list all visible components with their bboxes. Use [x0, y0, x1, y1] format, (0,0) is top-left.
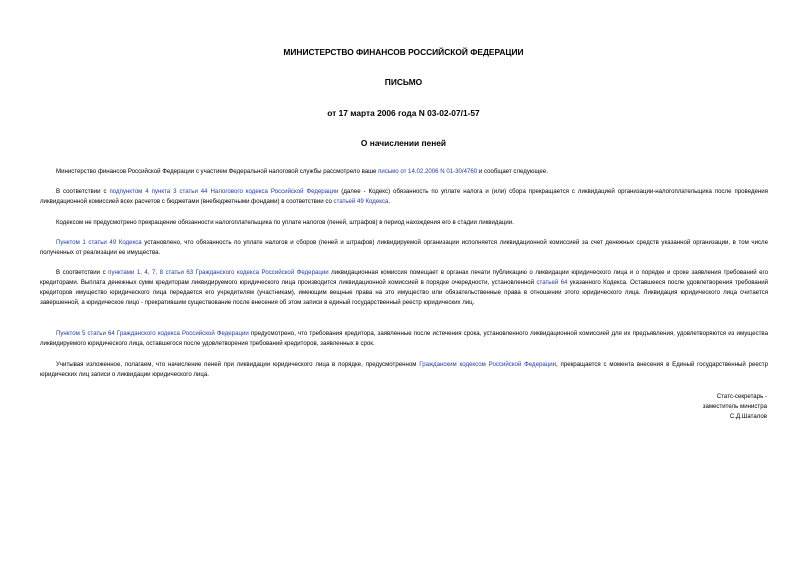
paragraph-6 — [40, 329, 768, 349]
paragraph-2 — [40, 187, 768, 207]
paragraph-5-text-b: ликвидационная комиссия помещает в органах печати публикацию о ликвидации юридического лица и о порядке и сроке заявления требований его кредиторами. Выплата денежных сумм кредиторам ликвидируемого юридического лица производится ликвидационной комиссией в порядке очередности, установленной — [40, 269, 768, 286]
paragraph-2-text-a: В соответствии с — [56, 188, 110, 195]
paragraph-7-text-b: , прекращается с момента внесения в Единый государственный реестр юридических лиц записи о ликвидации юридического лица. — [40, 361, 768, 378]
signature-position: заместитель министра — [702, 403, 767, 410]
paragraph-5-text-c: указанного Кодекса. Оставшееся после удовлетворения требований кредиторов имущество юридического лица передается его учредителям (участникам), имеющим вещные права на это имущество или обязательственные права в отношении этого юридического лица. Ликвидация юридического лица считается завершенной, а юридическое лицо - прекратившим существование после внесения об этом записи в единый государственный реестр юридических лиц. — [40, 279, 768, 306]
document-type-heading: ПИСЬМО — [384, 77, 423, 87]
paragraph-6-text-a: предусмотрено, что требования кредитора, заявленные после истечения срока, установленного ликвидационной комиссией для их предъявления, удовлетворяются из имущества ликвидируемого юридического лица, оставшегося после удовлетворения требований кредиторов, заявленных в срок. — [40, 330, 768, 347]
paragraph-1-text-a: Министерство финансов Российской Федерации с участием Федеральной налоговой службы рассмотрело ваше — [56, 168, 379, 175]
paragraph-5-text-a: В соответствии с — [56, 269, 109, 276]
civil-code-article-64-point-5-link[interactable]: Пунктом 5 статьи 64 Гражданского кодекса Российской Федерации — [56, 330, 249, 337]
paragraph-5 — [40, 268, 768, 308]
paragraph-2-text-c: . — [388, 198, 391, 205]
paragraph-1 — [40, 167, 768, 177]
paragraph-4-text-a: установлено, что обязанность по уплате налогов и сборов (пеней и штрафов) ликвидируемой организации исполняется ликвидационной комиссией за счет денежных средств указанной организации, в том числе полученных от реализации ее имущества. — [40, 239, 768, 256]
paragraph-3 — [40, 218, 768, 228]
signature-title: Статс-секретарь - — [716, 393, 767, 400]
date-number-heading: от 17 марта 2006 года N 03-02-07/1-57 — [327, 108, 480, 118]
paragraph-7 — [40, 360, 768, 380]
tax-code-article-49-link[interactable]: статьей 49 Кодекса — [333, 198, 389, 205]
paragraph-3-text-a: Кодексом не предусмотрено прекращение обязанности налогоплательщика по уплате налогов (пеней, штрафов) в период нахождения его в стадии ликвидации. — [56, 219, 514, 226]
civil-code-article-63-link[interactable]: пунктами 1, 4, 7, 8 статьи 63 Гражданского кодекса Российской Федерации — [108, 269, 329, 276]
tax-code-article-44-link[interactable]: подпунктом 4 пункта 3 статьи 44 Налогового кодекса Российской Федерации — [109, 188, 339, 195]
paragraph-2-text-b: (далее - Кодекс) обязанность по уплате налога и (или) сбора прекращается с ликвидацией организации-налогоплательщика после проведения ликвидационной комиссией всех расчетов с бюджетами (внебюджетными фондами) в соответствии со — [40, 188, 768, 205]
paragraph-1-text-b: и сообщает следующее. — [477, 168, 548, 175]
article-49-point-1-link[interactable]: Пунктом 1 статьи 49 Кодекса — [56, 239, 142, 246]
civil-code-article-64-link[interactable]: статьей 64 — [536, 279, 568, 286]
letter-reference-link[interactable]: письмо от 14.02.2006 N 01-30/4760 — [378, 168, 478, 175]
paragraph-7-text-a: Учитывая изложенное, полагаем, что начисление пеней при ликвидации юридического лица в порядке, предусмотренном — [56, 361, 420, 368]
civil-code-link[interactable]: Гражданским кодексом Российской Федерации — [419, 361, 557, 368]
ministry-heading: МИНИСТЕРСТВО ФИНАНСОВ РОССИЙСКОЙ ФЕДЕРАЦИИ — [283, 47, 524, 57]
signature-name: С.Д.Шаталов — [729, 413, 767, 420]
subject-heading: О начислении пеней — [360, 138, 447, 148]
paragraph-4 — [40, 238, 768, 258]
